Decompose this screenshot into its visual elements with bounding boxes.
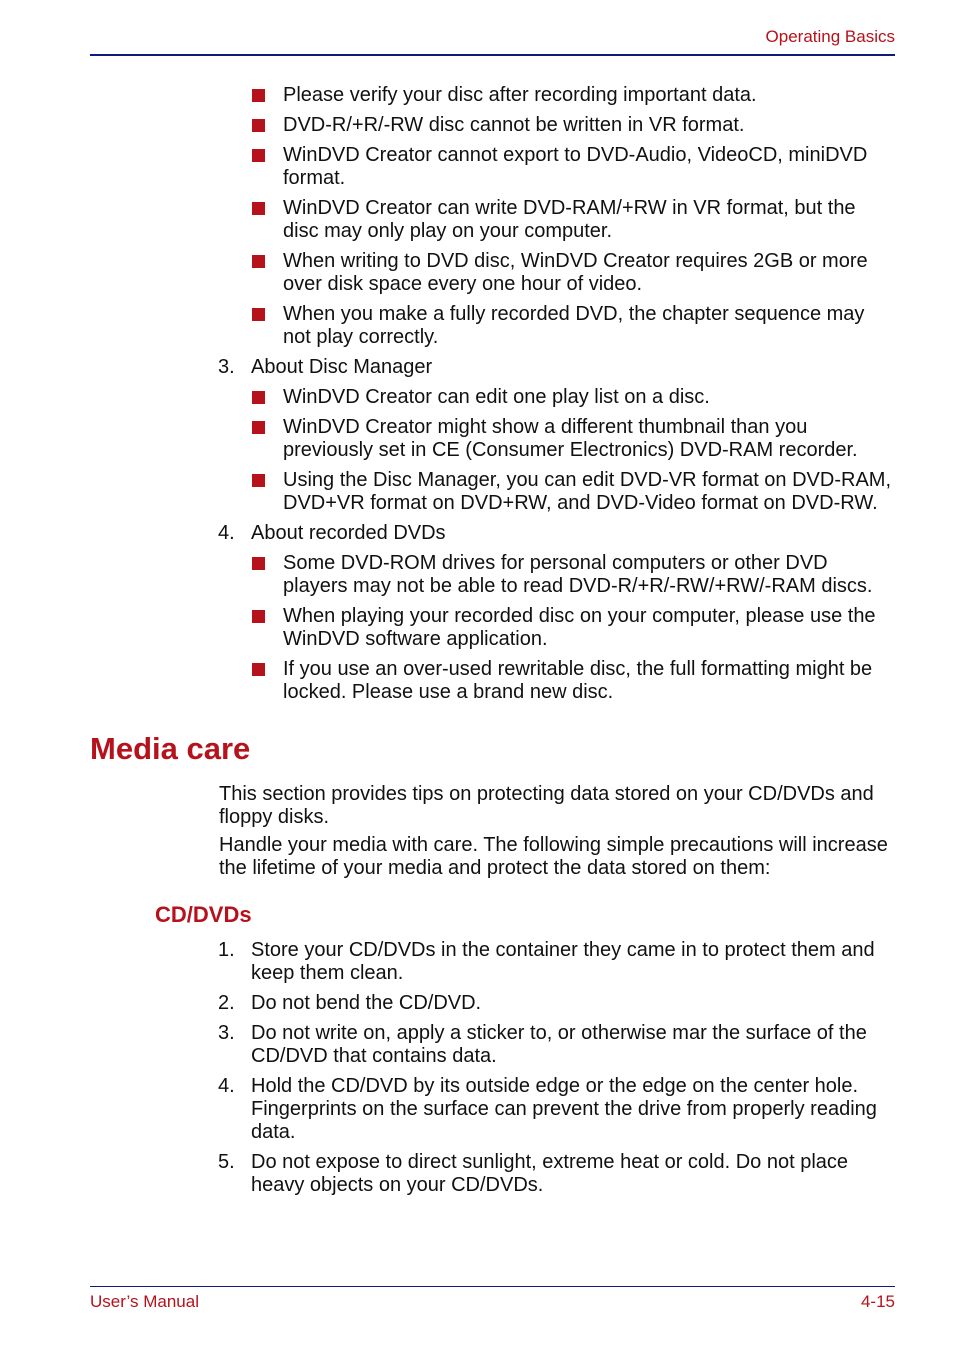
list-item <box>218 1151 895 1197</box>
numbered-item-recorded-dvds <box>218 522 895 545</box>
list-item <box>283 84 895 107</box>
subsection-title: CD/DVDs <box>155 902 252 927</box>
footer-rule <box>90 1286 895 1287</box>
bullet-text: Some DVD-ROM drives for personal computers or other DVD players may not be able to read DVD-R/+R/-RW/+RW/-RAM discs. <box>283 552 873 597</box>
section-title: Media care <box>90 731 251 766</box>
header-rule <box>90 54 895 56</box>
bullet-text: WinDVD Creator might show a different thumbnail than you previously set in CE (Consumer Electronics) DVD-RAM recorder. <box>283 416 858 461</box>
intro-paragraph: This section provides tips on protecting data stored on your CD/DVDs and floppy disks. <box>219 783 874 828</box>
item-text: Hold the CD/DVD by its outside edge or the edge on the center hole. Fingerprints on the surface can prevent the drive from properly reading data. <box>251 1075 877 1143</box>
square-bullet-icon <box>252 89 265 102</box>
square-bullet-icon <box>252 149 265 162</box>
square-bullet-icon <box>252 663 265 676</box>
list-item <box>218 1022 895 1068</box>
bullet-text: Please verify your disc after recording important data. <box>283 84 757 106</box>
list-item <box>283 658 895 704</box>
item-number: 2. <box>218 992 235 1014</box>
item-number: 1. <box>218 939 235 961</box>
square-bullet-icon <box>252 202 265 215</box>
bullet-text: When you make a fully recorded DVD, the chapter sequence may not play correctly. <box>283 303 865 348</box>
item-text: Do not write on, apply a sticker to, or otherwise mar the surface of the CD/DVD that contains data. <box>251 1022 867 1067</box>
list-item <box>283 303 895 349</box>
list-item <box>283 552 895 598</box>
square-bullet-icon <box>252 308 265 321</box>
list-item <box>283 469 895 515</box>
item-number: 3. <box>218 1022 235 1044</box>
list-item <box>218 939 895 985</box>
item-number: 5. <box>218 1151 235 1173</box>
numbered-item-disc-manager <box>218 356 895 379</box>
cd-dvd-precaution-list <box>0 939 954 1197</box>
intro-paragraph: Handle your media with care. The following simple precautions will increase the lifetime of your media and protect the data stored on them: <box>219 834 888 879</box>
top-bullet-list <box>0 84 954 349</box>
bullet-text: When writing to DVD disc, WinDVD Creator requires 2GB or more over disk space every one hour of video. <box>283 250 868 295</box>
bullet-text: When playing your recorded disc on your computer, please use the WinDVD software application. <box>283 605 876 650</box>
recorded-dvds-bullet-list <box>0 552 954 704</box>
list-item <box>283 416 895 462</box>
page-number: 4-15 <box>860 1292 895 1311</box>
bullet-text: WinDVD Creator can write DVD-RAM/+RW in VR format, but the disc may only play on your computer. <box>283 197 856 242</box>
square-bullet-icon <box>252 557 265 570</box>
item-label: About Disc Manager <box>251 356 433 378</box>
bullet-text: DVD-R/+R/-RW disc cannot be written in VR format. <box>283 114 745 136</box>
list-item <box>283 250 895 296</box>
list-item <box>283 605 895 651</box>
item-number: 3. <box>218 356 235 378</box>
item-text: Store your CD/DVDs in the container they came in to protect them and keep them clean. <box>251 939 875 984</box>
bullet-text: WinDVD Creator cannot export to DVD-Audio, VideoCD, miniDVD format. <box>283 144 868 189</box>
item-number: 4. <box>218 1075 235 1097</box>
item-text: Do not expose to direct sunlight, extreme heat or cold. Do not place heavy objects on your CD/DVDs. <box>251 1151 849 1196</box>
square-bullet-icon <box>252 421 265 434</box>
item-label: About recorded DVDs <box>251 522 446 544</box>
disc-manager-bullet-list <box>0 386 954 515</box>
square-bullet-icon <box>252 474 265 487</box>
list-item <box>218 1075 895 1144</box>
item-number: 4. <box>218 522 235 544</box>
list-item <box>283 197 895 243</box>
running-header: Operating Basics <box>765 27 895 46</box>
bullet-text: If you use an over-used rewritable disc, the full formatting might be locked. Please use a brand new disc. <box>283 658 873 703</box>
square-bullet-icon <box>252 391 265 404</box>
list-item <box>283 144 895 190</box>
square-bullet-icon <box>252 119 265 132</box>
list-item <box>218 992 895 1015</box>
bullet-text: Using the Disc Manager, you can edit DVD-VR format on DVD-RAM, DVD+VR format on DVD+RW, and DVD-Video format on DVD-RW. <box>283 469 891 514</box>
bullet-text: WinDVD Creator can edit one play list on a disc. <box>283 386 710 408</box>
list-item <box>283 114 895 137</box>
square-bullet-icon <box>252 610 265 623</box>
square-bullet-icon <box>252 255 265 268</box>
list-item <box>283 386 895 409</box>
item-text: Do not bend the CD/DVD. <box>251 992 482 1014</box>
page-content <box>0 84 954 1204</box>
footer-manual-title: User’s Manual <box>90 1292 199 1311</box>
